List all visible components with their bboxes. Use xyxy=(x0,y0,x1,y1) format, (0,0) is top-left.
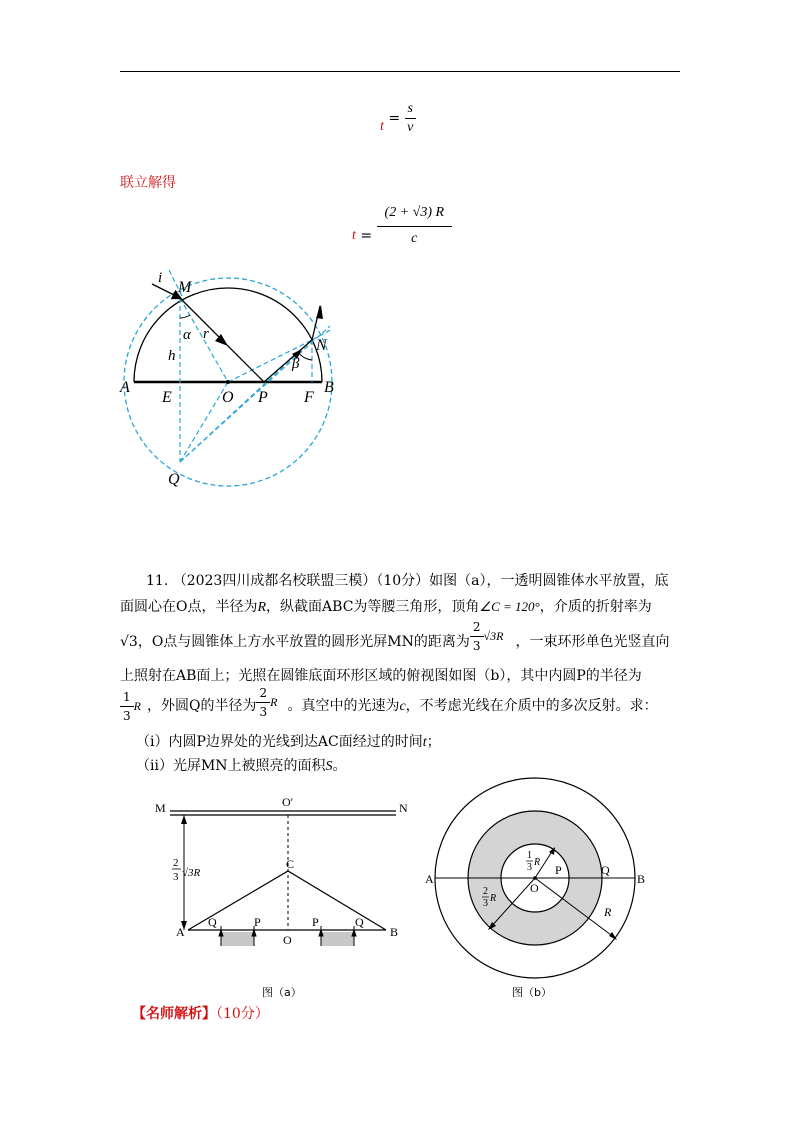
fa-label-P1: P xyxy=(254,915,261,929)
label-Q: Q xyxy=(168,471,180,488)
incident-ray xyxy=(152,284,180,298)
fb-label-P: P xyxy=(555,863,562,877)
fa-label-M: M xyxy=(155,801,166,815)
problem-text-5a: ，外圆Q的半径为 xyxy=(146,698,257,714)
fa-label-C: C xyxy=(286,857,295,871)
eq2-lhs: t xyxy=(352,227,356,243)
fa-dist-tail: √3R xyxy=(182,867,201,879)
question-1 xyxy=(136,730,706,755)
fa-caption: 图（a） xyxy=(262,986,302,999)
label-B: B xyxy=(324,379,334,396)
label-alpha: α xyxy=(183,327,191,343)
problem-text-4: 上照射在AB面上；光照在圆锥底面环形区域的俯视图如图（b），其中内圆P的半径为 xyxy=(120,668,642,684)
label-r: r xyxy=(203,326,209,342)
label-A: A xyxy=(120,379,130,396)
distance-fraction xyxy=(470,618,484,655)
angle-arc-alpha xyxy=(180,315,190,318)
header-rule xyxy=(120,71,680,72)
eq2-equals: = xyxy=(360,227,373,244)
outer-radius-num: 2 xyxy=(256,684,270,703)
fa-label-A: A xyxy=(176,925,185,939)
eq1-numerator: s xyxy=(405,100,416,119)
question-1-end: ； xyxy=(426,734,441,750)
label-P: P xyxy=(258,389,268,406)
problem-text-5c: ，不考虑光线在介质中的多次反射。求： xyxy=(405,698,658,714)
problem-line-5 xyxy=(120,686,690,727)
radius-R: R xyxy=(257,600,267,615)
eq1-equals: = xyxy=(388,110,401,127)
fa-dist-num: 2 xyxy=(173,857,179,869)
dimension-arrow-top xyxy=(181,815,187,824)
question-2-end: 。 xyxy=(332,758,347,774)
label-E: E xyxy=(162,389,172,406)
problem-line-4 xyxy=(120,664,690,688)
label-M: M xyxy=(178,279,192,296)
fa-label-Oprime: O′ xyxy=(282,795,294,809)
apex-angle: ∠C = 120° xyxy=(479,599,540,614)
problem-line-1 xyxy=(146,569,716,593)
label-beta: β xyxy=(292,356,300,372)
inner-radius-num: 1 xyxy=(120,688,134,707)
fa-label-Q2: Q xyxy=(355,915,364,929)
question-2-text: （ⅱ）光屏MN上被照亮的面积 xyxy=(136,758,326,774)
solve-label: 联立解得 xyxy=(120,175,176,191)
point-O xyxy=(226,380,230,384)
inner-radius-tail: R xyxy=(133,699,141,713)
problem-text-5b: 。真空中的光速为 xyxy=(287,698,400,714)
answer-label: 【名师解析】 xyxy=(132,1006,216,1022)
fa-label-O: O xyxy=(283,933,292,947)
equation-time-distance xyxy=(380,100,416,137)
fb-outer-tail: R xyxy=(490,893,497,904)
figure-a-cone-section xyxy=(150,795,410,1005)
problem-intro: 11. （2023四川成都名校联盟三模）（10分）如图（a），一透明圆锥体水平放置，底 xyxy=(146,573,669,589)
distance-den: 3 xyxy=(472,638,481,653)
light-band-right xyxy=(321,932,354,946)
label-i: i xyxy=(158,270,163,286)
fb-caption: 图（b） xyxy=(512,986,552,999)
fa-label-N: N xyxy=(399,801,408,815)
fb-label-R: R xyxy=(604,905,612,919)
answer-score: （10分） xyxy=(216,1006,269,1022)
question-1-text: （ⅰ）内圆P边界处的光线到达AC面经过的时间 xyxy=(136,734,423,750)
answer-heading xyxy=(132,1003,269,1023)
problem-line-3 xyxy=(120,619,690,662)
fb-inner-tail: R xyxy=(534,857,541,868)
light-band-left xyxy=(221,932,254,946)
fb-outer-den: 3 xyxy=(483,898,488,909)
equation-time-result xyxy=(352,200,452,251)
eq2-numerator: (2 + √3) R xyxy=(377,200,453,227)
light-speed-c: c xyxy=(399,699,406,714)
problem-text-3a: ，O点与圆锥体上方水平放置的圆形光屏MN的距离为 xyxy=(137,634,470,650)
fa-label-B: B xyxy=(390,925,399,939)
fb-inner-den: 3 xyxy=(527,862,532,873)
fb-inner-num: 1 xyxy=(527,850,532,861)
refraction-diagram xyxy=(115,265,345,495)
dashed-construction-lines xyxy=(169,270,330,462)
fb-label-Q: Q xyxy=(601,863,610,877)
problem-text-3b: ，一束环形单色光竖直向 xyxy=(515,634,670,650)
inner-radius-den: 3 xyxy=(123,708,131,723)
fb-label-B: B xyxy=(637,872,646,886)
outer-radius-fraction xyxy=(256,684,270,721)
fa-label-P2: P xyxy=(312,915,319,929)
fa-label-Q1: Q xyxy=(208,915,217,929)
question-1-var: t xyxy=(422,735,427,750)
problem-text-2a: 面圆心在O点，半径为 xyxy=(120,599,258,615)
fb-label-O: O xyxy=(530,881,539,895)
outer-radius-tail: R xyxy=(270,695,278,709)
eq1-denominator: v xyxy=(407,120,414,135)
question-2-var: S xyxy=(325,759,333,774)
label-F: F xyxy=(304,389,314,406)
problem-text-2b: ，纵截面ABC为等腰三角形，顶角 xyxy=(266,599,480,615)
label-O: O xyxy=(222,389,234,406)
fb-outer-num: 2 xyxy=(483,886,488,897)
eq2-denominator: c xyxy=(411,231,418,246)
fa-dist-den: 3 xyxy=(173,871,179,883)
distance-num: 2 xyxy=(470,618,484,637)
distance-tail: √3R xyxy=(483,629,504,643)
label-N: N xyxy=(316,337,327,354)
fb-label-A: A xyxy=(425,872,434,886)
figure-b-top-view xyxy=(420,770,670,1000)
inner-radius-fraction xyxy=(120,688,134,725)
refractive-index: √3 xyxy=(120,634,138,650)
problem-line-2 xyxy=(120,595,690,620)
problem-text-2c: ，介质的折射率为 xyxy=(539,599,652,615)
eq1-lhs: t xyxy=(380,118,384,134)
label-h: h xyxy=(168,348,176,364)
outer-radius-den: 3 xyxy=(259,704,268,719)
